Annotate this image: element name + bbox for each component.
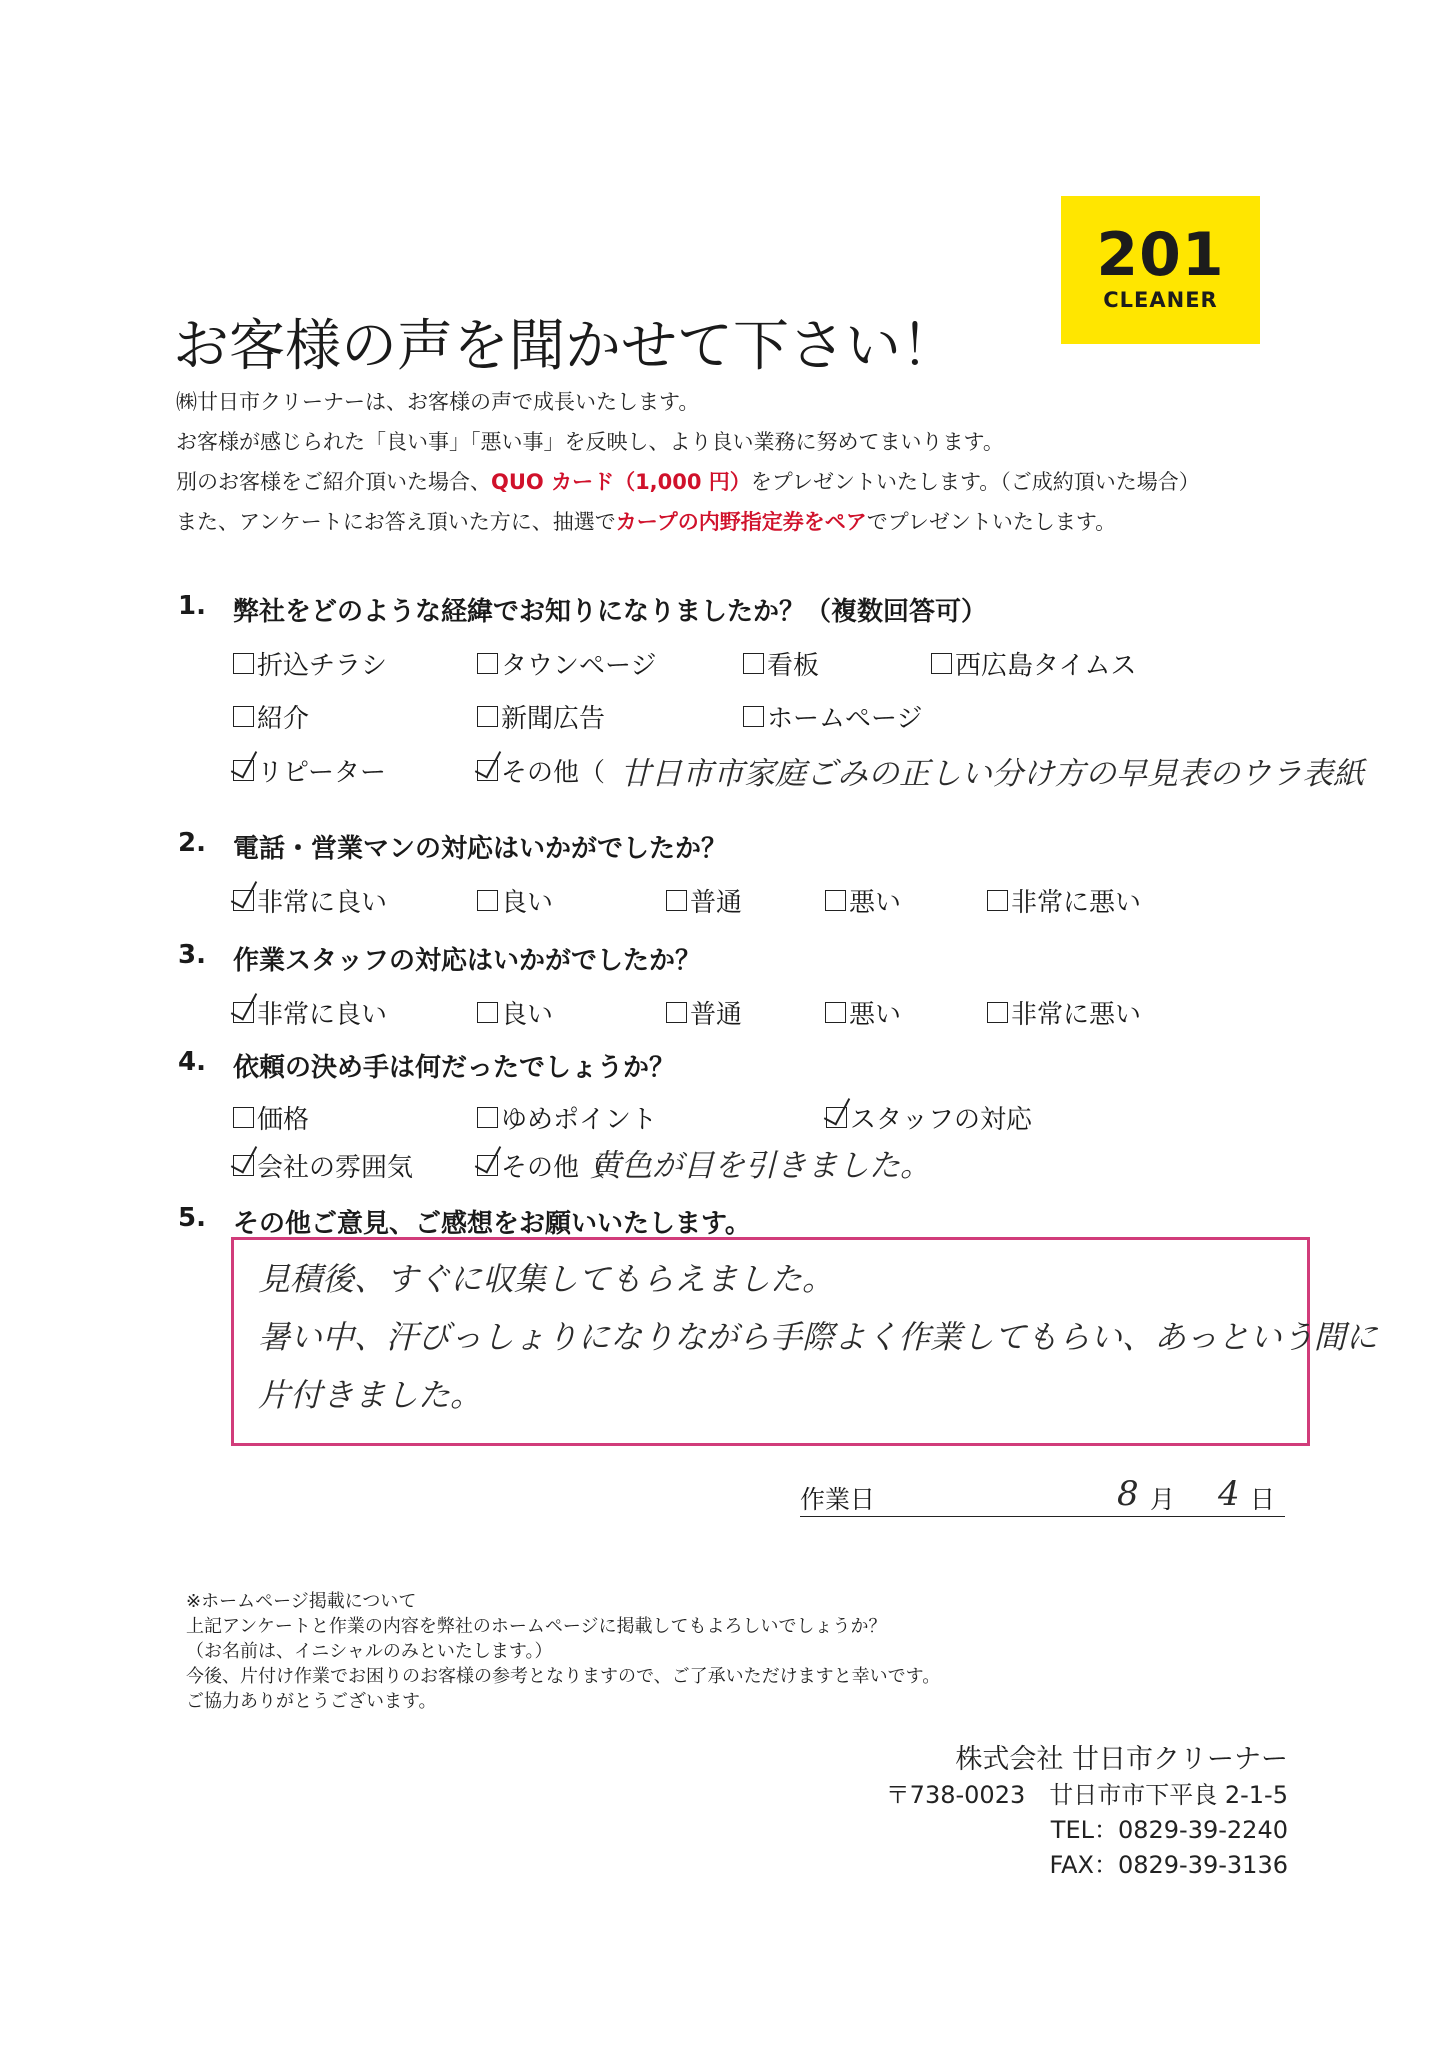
- option-label: 悪い: [849, 1000, 902, 1030]
- note-line: ご協力ありがとうございます。: [186, 1691, 437, 1712]
- checkbox[interactable]: [477, 653, 498, 674]
- work-date-label: 作業日: [800, 1485, 876, 1514]
- option-label: 紹介: [257, 704, 310, 734]
- q4-option-price[interactable]: [233, 1099, 309, 1136]
- q4-option-staff[interactable]: [826, 1099, 1032, 1136]
- checkbox[interactable]: [987, 890, 1008, 911]
- q3-option-normal[interactable]: [666, 994, 742, 1031]
- note-line: ※ホームページ掲載について: [186, 1591, 417, 1612]
- intro-line-3-pre: 別のお客様をご紹介頂いた場合、: [176, 470, 491, 494]
- checkbox[interactable]: [666, 1002, 687, 1023]
- q3-option-very-good[interactable]: [233, 994, 387, 1031]
- intro-line-4-pre: また、アンケートにお答え頂いた方に、抽選で: [176, 510, 616, 534]
- note-line: （お名前は、イニシャルのみといたします。）: [186, 1641, 553, 1662]
- checkbox-checked[interactable]: [826, 1107, 847, 1128]
- q1-option-repeater[interactable]: [233, 752, 386, 789]
- checkbox[interactable]: [477, 1002, 498, 1023]
- option-label: 非常に悪い: [1011, 1000, 1142, 1030]
- q1-option-flyer[interactable]: [233, 645, 387, 682]
- intro-line-4-post: でプレゼントいたします。: [866, 510, 1117, 534]
- page-title: お客様の声を聞かせて下さい！: [173, 314, 957, 379]
- q1-option-other[interactable]: [477, 752, 605, 789]
- intro-line-4: [176, 506, 1116, 536]
- option-label: 看板: [767, 651, 820, 681]
- option-label: 非常に悪い: [1011, 888, 1142, 918]
- work-date-month: 8: [1117, 1474, 1139, 1514]
- q2-option-good[interactable]: [477, 882, 553, 919]
- option-label: その他（: [501, 758, 606, 788]
- q3-option-bad[interactable]: [825, 994, 901, 1031]
- intro-line-3-post: をプレゼントいたします。（ご成約頂いた場合）: [750, 470, 1200, 494]
- intro-line-2: お客様が感じられた「良い事」「悪い事」を反映し、より良い業務に努めてまいります。: [176, 430, 1004, 454]
- q4-question: 依頼の決め手は何だったでしょうか？: [233, 1053, 676, 1083]
- work-date-month-unit: 月: [1150, 1485, 1176, 1514]
- q3-option-good[interactable]: [477, 994, 553, 1031]
- comment-box[interactable]: [231, 1237, 1378, 1446]
- option-label: 価格: [257, 1105, 310, 1135]
- checkbox[interactable]: [825, 890, 846, 911]
- carp-ticket-highlight: カープの内野指定券をペア: [615, 510, 867, 534]
- checkbox-checked[interactable]: [233, 890, 254, 911]
- note-line: 上記アンケートと作業の内容を弊社のホームページに掲載してもよろしいでしょうか？: [186, 1616, 887, 1637]
- q3-question: 作業スタッフの対応はいかがでしたか？: [233, 946, 702, 976]
- company-address: 〒738-0023 廿日市市下平良 2-1-5: [885, 1781, 1288, 1809]
- q1-option-times[interactable]: [931, 645, 1136, 682]
- option-label: 普通: [690, 1000, 743, 1030]
- checkbox[interactable]: [987, 1002, 1008, 1023]
- q1-other-handwritten: 廿日市市家庭ごみの正しい分け方の早見表のウラ表紙: [620, 756, 1364, 792]
- q1-option-newspaper[interactable]: [477, 698, 605, 735]
- company-tel: TEL：0829-39-2240: [1050, 1816, 1288, 1844]
- q2-option-normal[interactable]: [666, 882, 742, 919]
- q2-option-bad[interactable]: [825, 882, 901, 919]
- checkbox-checked[interactable]: [477, 1155, 498, 1176]
- checkbox[interactable]: [931, 653, 952, 674]
- option-label: 非常に良い: [257, 1000, 388, 1030]
- q5-number: 5.: [178, 1203, 206, 1233]
- comment-line: 片付きました。: [258, 1376, 483, 1414]
- q5-question: その他ご意見、ご感想をお願いいたします。: [233, 1209, 751, 1239]
- company-name: 株式会社 廿日市クリーナー: [955, 1744, 1288, 1775]
- intro-line-1: ㈱廿日市クリーナーは、お客様の声で成長いたします。: [176, 390, 700, 414]
- q2-question: 電話・営業マンの対応はいかがでしたか？: [233, 834, 728, 864]
- logo-number: 201: [1096, 220, 1225, 290]
- intro-line-3: [176, 466, 1200, 496]
- q1-number: 1.: [178, 591, 206, 621]
- q1-option-signboard[interactable]: [743, 645, 819, 682]
- q3-option-very-bad[interactable]: [987, 994, 1141, 1031]
- option-label: 普通: [690, 888, 743, 918]
- checkbox-checked[interactable]: [477, 760, 498, 781]
- checkbox-checked[interactable]: [233, 760, 254, 781]
- option-label: 会社の雰囲気: [257, 1153, 414, 1183]
- q1-option-homepage[interactable]: [743, 698, 922, 735]
- q1-question: 弊社をどのような経緯でお知りになりましたか？（複数回答可）: [233, 597, 988, 627]
- option-label: ゆめポイント: [501, 1105, 658, 1135]
- option-label: 非常に良い: [257, 888, 388, 918]
- option-label: 折込チラシ: [257, 651, 388, 681]
- q2-number: 2.: [178, 828, 206, 858]
- quo-card-highlight: QUO カード（1,000 円）: [491, 470, 751, 494]
- q4-number: 4.: [178, 1047, 206, 1077]
- work-date-day-unit: 日: [1250, 1485, 1276, 1514]
- checkbox[interactable]: [477, 706, 498, 727]
- option-label: タウンページ: [501, 651, 657, 681]
- checkbox[interactable]: [825, 1002, 846, 1023]
- checkbox-checked[interactable]: [233, 1002, 254, 1023]
- checkbox[interactable]: [233, 653, 254, 674]
- option-label: 悪い: [849, 888, 902, 918]
- checkbox[interactable]: [743, 653, 764, 674]
- checkbox[interactable]: [743, 706, 764, 727]
- option-label: リピーター: [257, 758, 386, 788]
- work-date-day: 4: [1218, 1474, 1240, 1514]
- q2-option-very-good[interactable]: [233, 882, 387, 919]
- company-logo: [1061, 196, 1260, 344]
- checkbox[interactable]: [233, 706, 254, 727]
- q4-option-yume-point[interactable]: [477, 1099, 657, 1136]
- comment-line: 見積後、すぐに収集してもらえました。: [258, 1260, 835, 1298]
- q1-option-referral[interactable]: [233, 698, 309, 735]
- option-label: ホームページ: [767, 704, 923, 734]
- q4-option-atmosphere[interactable]: [233, 1147, 413, 1184]
- checkbox[interactable]: [477, 1107, 498, 1128]
- checkbox[interactable]: [477, 890, 498, 911]
- option-label: 良い: [501, 888, 554, 918]
- q4-other-handwritten: 黄色が目を引きました。: [590, 1148, 931, 1184]
- q3-number: 3.: [178, 940, 206, 970]
- option-label: 良い: [501, 1000, 554, 1030]
- option-label: 西広島タイムス: [955, 651, 1137, 681]
- q1-option-townpage[interactable]: [477, 645, 656, 682]
- option-label: スタッフの対応: [850, 1105, 1033, 1135]
- checkbox[interactable]: [666, 890, 687, 911]
- checkbox[interactable]: [233, 1107, 254, 1128]
- note-line: 今後、片付け作業でお困りのお客様の参考となりますので、ご了承いただけますと幸いです。: [186, 1666, 941, 1687]
- q2-option-very-bad[interactable]: [987, 882, 1141, 919]
- option-label: その他（: [501, 1153, 606, 1183]
- work-date-field[interactable]: [800, 1474, 1285, 1517]
- option-label: 新聞広告: [501, 704, 606, 734]
- q4-option-other[interactable]: [477, 1147, 605, 1184]
- logo-text: CLEANER: [1103, 288, 1218, 312]
- checkbox-checked[interactable]: [233, 1155, 254, 1176]
- company-fax: FAX：0829-39-3136: [1049, 1851, 1288, 1879]
- comment-line: 暑い中、汗びっしょりになりながら手際よく作業してもらい、あっという間に: [258, 1318, 1378, 1356]
